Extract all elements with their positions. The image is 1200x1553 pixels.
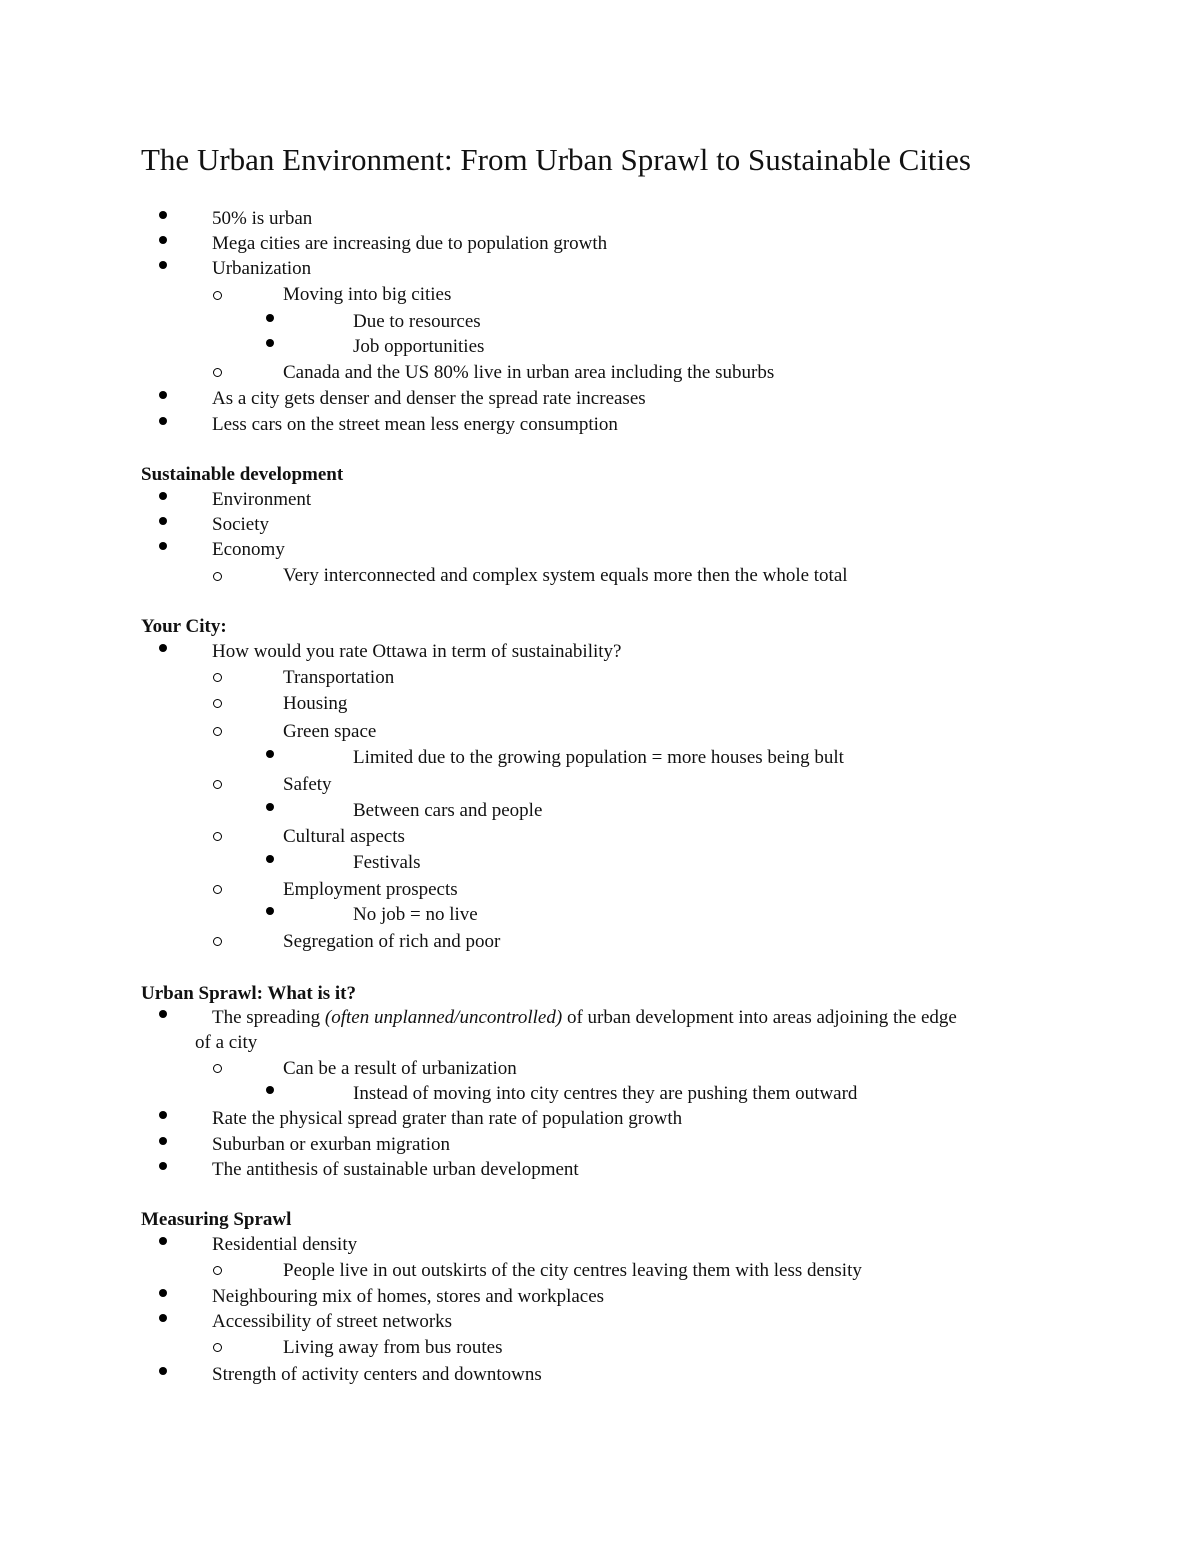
list-item: Less cars on the street mean less energy consumption: [212, 414, 618, 435]
list-item: Rate the physical spread grater than rate of population growth: [212, 1108, 683, 1129]
bullet-marker: [159, 1111, 167, 1119]
circle-marker: [213, 291, 222, 300]
list-item: Cultural aspects: [283, 826, 405, 847]
bullet-marker: [266, 314, 274, 322]
list-item: Society: [212, 514, 269, 535]
bullet-marker: [266, 855, 274, 863]
bullet-marker: [159, 1237, 167, 1245]
list-item: Limited due to the growing population = more houses being bult: [353, 747, 844, 768]
circle-marker: [213, 673, 222, 682]
circle-marker: [213, 780, 222, 789]
list-item: Residential density: [212, 1234, 358, 1255]
definition-text: of urban development into areas adjoining the edge: [562, 1007, 957, 1028]
bullet-marker: [159, 261, 167, 269]
circle-marker: [213, 885, 222, 894]
list-item-continuation: of a city: [195, 1032, 258, 1053]
list-item: How would you rate Ottawa in term of sustainability?: [212, 641, 622, 662]
list-item: No job = no live: [353, 904, 478, 925]
bullet-marker: [159, 1137, 167, 1145]
section-heading: Your City:: [141, 616, 227, 637]
circle-marker: [213, 699, 222, 708]
bullet-marker: [159, 236, 167, 244]
list-item: Very interconnected and complex system equals more then the whole total: [283, 565, 848, 586]
circle-marker: [213, 1064, 222, 1073]
list-item: 50% is urban: [212, 208, 313, 229]
list-item: Urbanization: [212, 258, 312, 279]
list-item: Housing: [283, 693, 348, 714]
sprawl-definition: [212, 1006, 957, 1030]
list-item: Living away from bus routes: [283, 1337, 503, 1358]
list-item: Suburban or exurban migration: [212, 1134, 450, 1155]
section-heading: Sustainable development: [141, 464, 344, 485]
list-item: Mega cities are increasing due to population growth: [212, 233, 608, 254]
bullet-marker: [266, 907, 274, 915]
list-item: Environment: [212, 489, 312, 510]
bullet-marker: [266, 750, 274, 758]
list-item: Green space: [283, 721, 377, 742]
list-item: Due to resources: [353, 311, 481, 332]
list-item: Segregation of rich and poor: [283, 931, 501, 952]
list-item: Neighbouring mix of homes, stores and workplaces: [212, 1286, 605, 1307]
list-item: Transportation: [283, 667, 395, 688]
document-title: The Urban Environment: From Urban Sprawl to Sustainable Cities: [141, 142, 971, 177]
bullet-marker: [159, 211, 167, 219]
section-heading: Measuring Sprawl: [141, 1209, 292, 1230]
bullet-marker: [159, 1289, 167, 1297]
bullet-marker: [266, 339, 274, 347]
bullet-marker: [159, 1010, 167, 1018]
list-item: As a city gets denser and denser the spread rate increases: [212, 388, 646, 409]
bullet-marker: [159, 417, 167, 425]
bullet-marker: [159, 1367, 167, 1375]
list-item: Between cars and people: [353, 800, 543, 821]
circle-marker: [213, 832, 222, 841]
list-item: Festivals: [353, 852, 421, 873]
list-item: Job opportunities: [353, 336, 485, 357]
list-item: Economy: [212, 539, 285, 560]
bullet-marker: [266, 1086, 274, 1094]
list-item: Accessibility of street networks: [212, 1311, 453, 1332]
bullet-marker: [159, 517, 167, 525]
bullet-marker: [266, 803, 274, 811]
bullet-marker: [159, 1162, 167, 1170]
list-item: Strength of activity centers and downtowns: [212, 1364, 542, 1385]
section-heading: Urban Sprawl: What is it?: [141, 983, 357, 1004]
circle-marker: [213, 572, 222, 581]
circle-marker: [213, 727, 222, 736]
circle-marker: [213, 1266, 222, 1275]
list-item: The antithesis of sustainable urban development: [212, 1159, 579, 1180]
list-item: Moving into big cities: [283, 284, 452, 305]
definition-text: The spreading: [212, 1007, 325, 1028]
circle-marker: [213, 1343, 222, 1352]
list-item: Can be a result of urbanization: [283, 1058, 517, 1079]
list-item: People live in out outskirts of the city centres leaving them with less density: [283, 1260, 862, 1281]
bullet-marker: [159, 492, 167, 500]
list-item: Canada and the US 80% live in urban area including the suburbs: [283, 362, 775, 383]
list-item: Safety: [283, 774, 332, 795]
circle-marker: [213, 937, 222, 946]
bullet-marker: [159, 644, 167, 652]
bullet-marker: [159, 1314, 167, 1322]
definition-emphasis: (often unplanned/uncontrolled): [324, 1007, 563, 1028]
circle-marker: [213, 368, 222, 377]
list-item: Instead of moving into city centres they are pushing them outward: [353, 1083, 858, 1104]
list-item: Employment prospects: [283, 879, 458, 900]
bullet-marker: [159, 391, 167, 399]
bullet-marker: [159, 542, 167, 550]
